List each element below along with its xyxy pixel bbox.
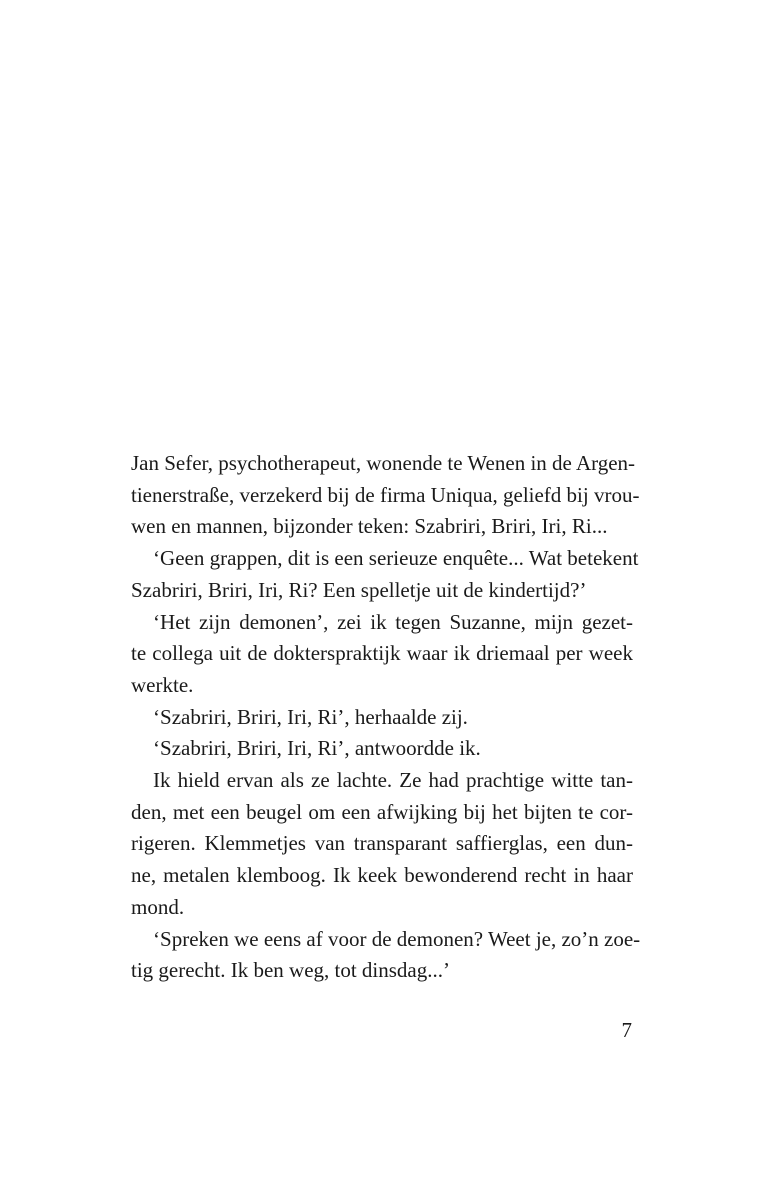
text-line: mond.: [131, 894, 185, 919]
text-line: ‘Spreken we eens af voor de demonen? Weet je, zo’n zoe-: [153, 926, 641, 951]
text-line: rigeren. Klemmetjes van transparant saffierglas, een dun-: [131, 831, 633, 856]
text-line: te collega uit de dokterspraktijk waar ik driemaal per week: [131, 641, 633, 666]
text-line: ne, metalen klemboog. Ik keek bewonderend recht in haar: [131, 863, 633, 888]
text-line: ‘Szabriri, Briri, Iri, Ri’, herhaalde zij.: [153, 704, 468, 729]
body-text: [131, 448, 641, 987]
page-number: 7: [621, 1018, 632, 1042]
text-line: wen en mannen, bijzonder teken: Szabriri, Briri, Iri, Ri...: [131, 514, 608, 539]
text-line: Jan Sefer, psychotherapeut, wonende te Wenen in de Argen-: [131, 451, 636, 475]
text-line: werkte.: [131, 672, 194, 697]
text-line: ‘Szabriri, Briri, Iri, Ri’, antwoordde ik.: [153, 736, 481, 761]
text-line: Szabriri, Briri, Iri, Ri? Een spelletje uit de kindertijd?’: [131, 577, 587, 602]
text-line: tig gerecht. Ik ben weg, tot dinsdag...’: [131, 958, 450, 983]
text-line: ‘Geen grappen, dit is een serieuze enquête... Wat betekent: [153, 546, 639, 571]
text-line: den, met een beugel om een afwijking bij het bijten te cor-: [131, 799, 633, 824]
text-line: tienerstraße, verzekerd bij de firma Uniqua, geliefd bij vrou-: [131, 482, 640, 507]
text-line: Ik hield ervan als ze lachte. Ze had prachtige witte tan-: [153, 768, 633, 793]
text-line: ‘Het zijn demonen’, zei ik tegen Suzanne, mijn gezet-: [153, 609, 633, 634]
